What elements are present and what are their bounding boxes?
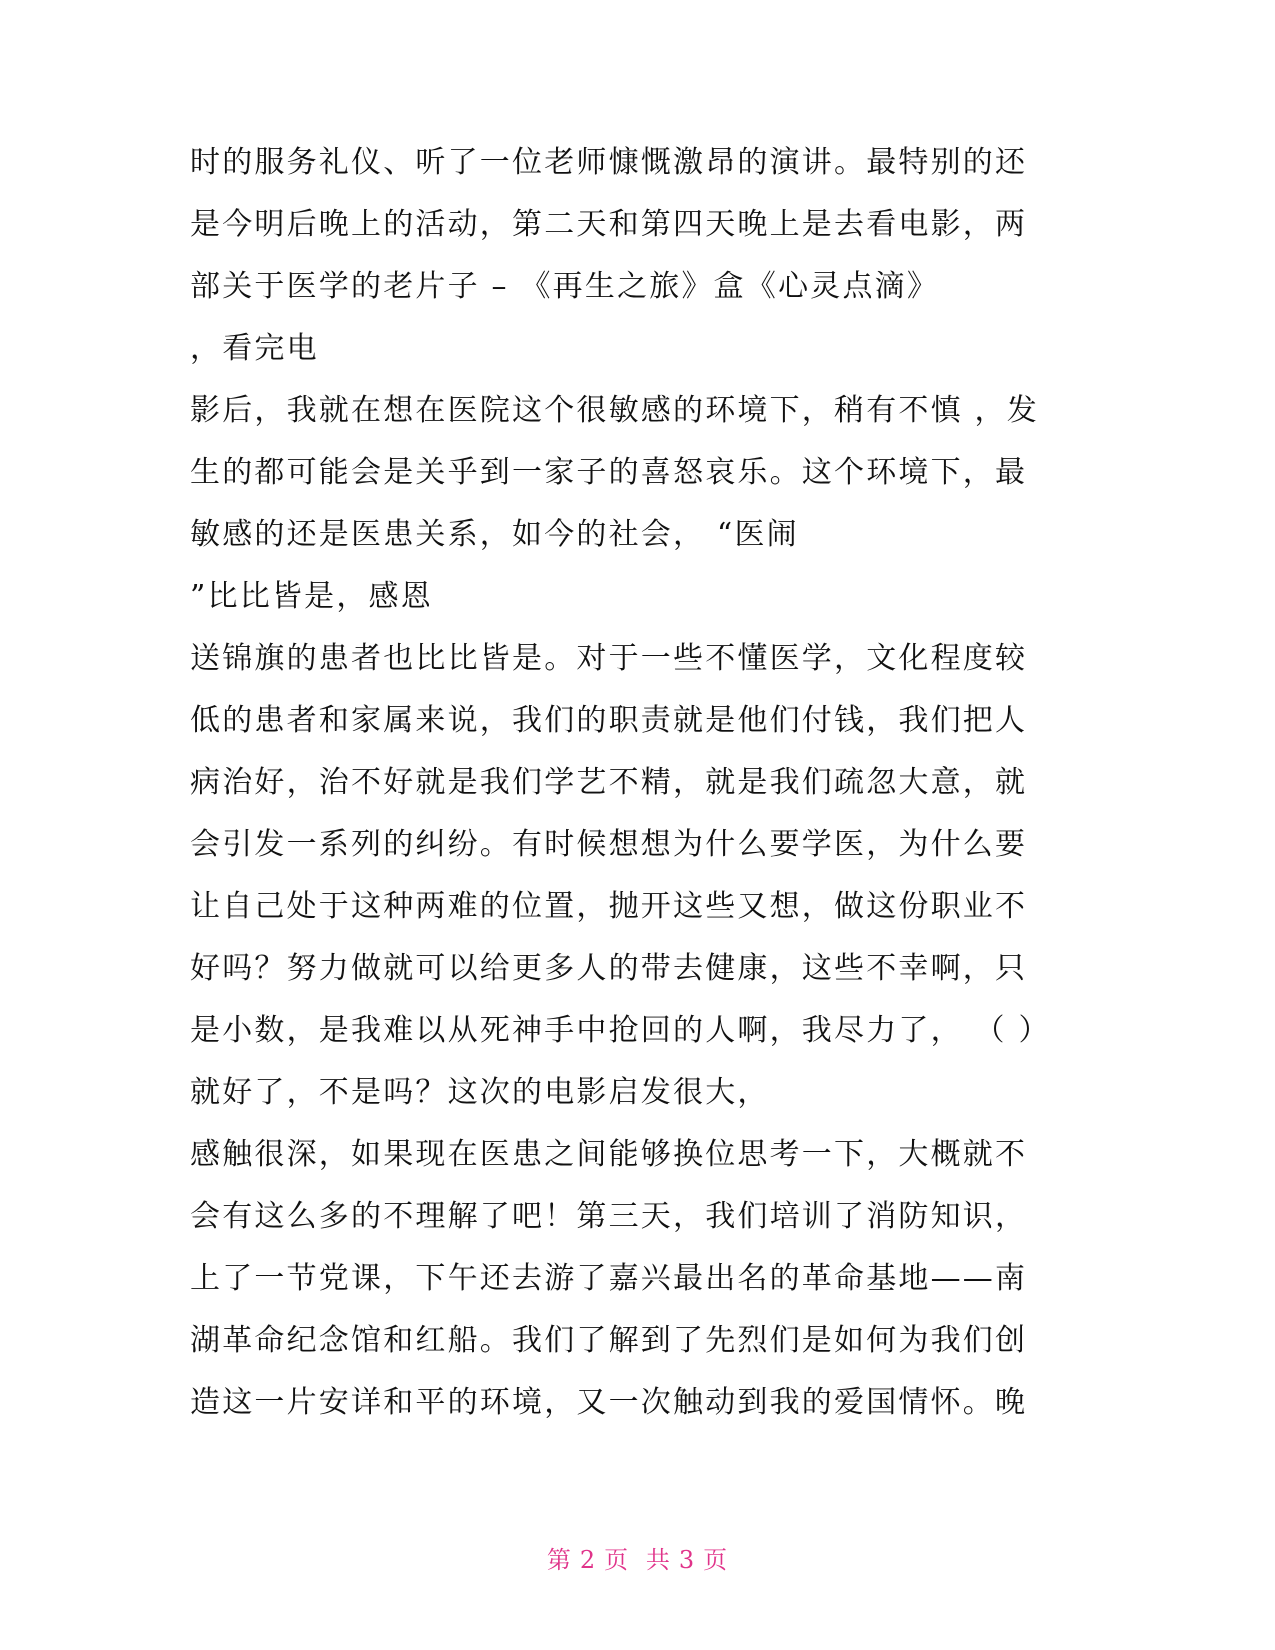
text-line: 影后，我就在想在医院这个很敏感的环境下，稍有不慎 ，发: [190, 393, 1039, 428]
footer-label-ye2: 页: [703, 1546, 729, 1574]
text-line: 让自己处于这种两难的位置，抛开这些又想，做这份职业不: [190, 889, 1028, 924]
text-line: 造这一片安详和平的环境，又一次触动到我的爱国情怀。晚: [190, 1385, 1028, 1420]
text-line: 病治好，治不好就是我们学艺不精，就是我们疏忽大意，就: [190, 765, 1028, 800]
text-line: ”比比皆是，感恩: [190, 579, 433, 614]
footer-label-gong: 共: [645, 1546, 671, 1574]
text-line: 送锦旗的患者也比比皆是。对于一些不懂医学，文化程度较: [190, 641, 1028, 676]
text-line: 生的都可能会是关乎到一家子的喜怒哀乐。这个环境下，最: [190, 455, 1028, 490]
text-line: 会引发一系列的纠纷。有时候想想为什么要学医，为什么要: [190, 827, 1028, 862]
footer-label-di: 第: [546, 1546, 572, 1574]
text-line: 是小数，是我难以从死神手中抢回的人啊，我尽力了， （ ）: [190, 1013, 1051, 1048]
text-line: 就好了，不是吗？这次的电影启发很大，: [190, 1075, 770, 1110]
footer-label-ye: 页: [604, 1546, 630, 1574]
footer-page-total: 3: [678, 1546, 696, 1574]
text-line: 好吗？努力做就可以给更多人的带去健康，这些不幸啊，只: [190, 951, 1028, 986]
text-line: 敏感的还是医患关系，如今的社会， “医闹: [190, 517, 799, 552]
text-line: 低的患者和家属来说，我们的职责就是他们付钱，我们把人: [190, 703, 1028, 738]
footer-page-current: 2: [579, 1546, 597, 1574]
text-line: 时的服务礼仪、听了一位老师慷慨激昂的演讲。最特别的还: [190, 145, 1028, 180]
text-line: 会有这么多的不理解了吧！第三天，我们培训了消防知识，: [190, 1199, 1028, 1234]
text-line: 部关于医学的老片子 – 《再生之旅》盒《心灵点滴》: [190, 269, 940, 304]
text-line: 是今明后晚上的活动，第二天和第四天晚上是去看电影，两: [190, 207, 1028, 242]
text-line: 感触很深，如果现在医患之间能够换位思考一下，大概就不: [190, 1137, 1028, 1172]
text-line: 湖革命纪念馆和红船。我们了解到了先烈们是如何为我们创: [190, 1323, 1028, 1358]
page-footer: [0, 1540, 1275, 1575]
text-line: ，看完电: [190, 331, 319, 366]
text-line: 上了一节党课，下午还去游了嘉兴最出名的革命基地——南: [190, 1261, 1028, 1296]
